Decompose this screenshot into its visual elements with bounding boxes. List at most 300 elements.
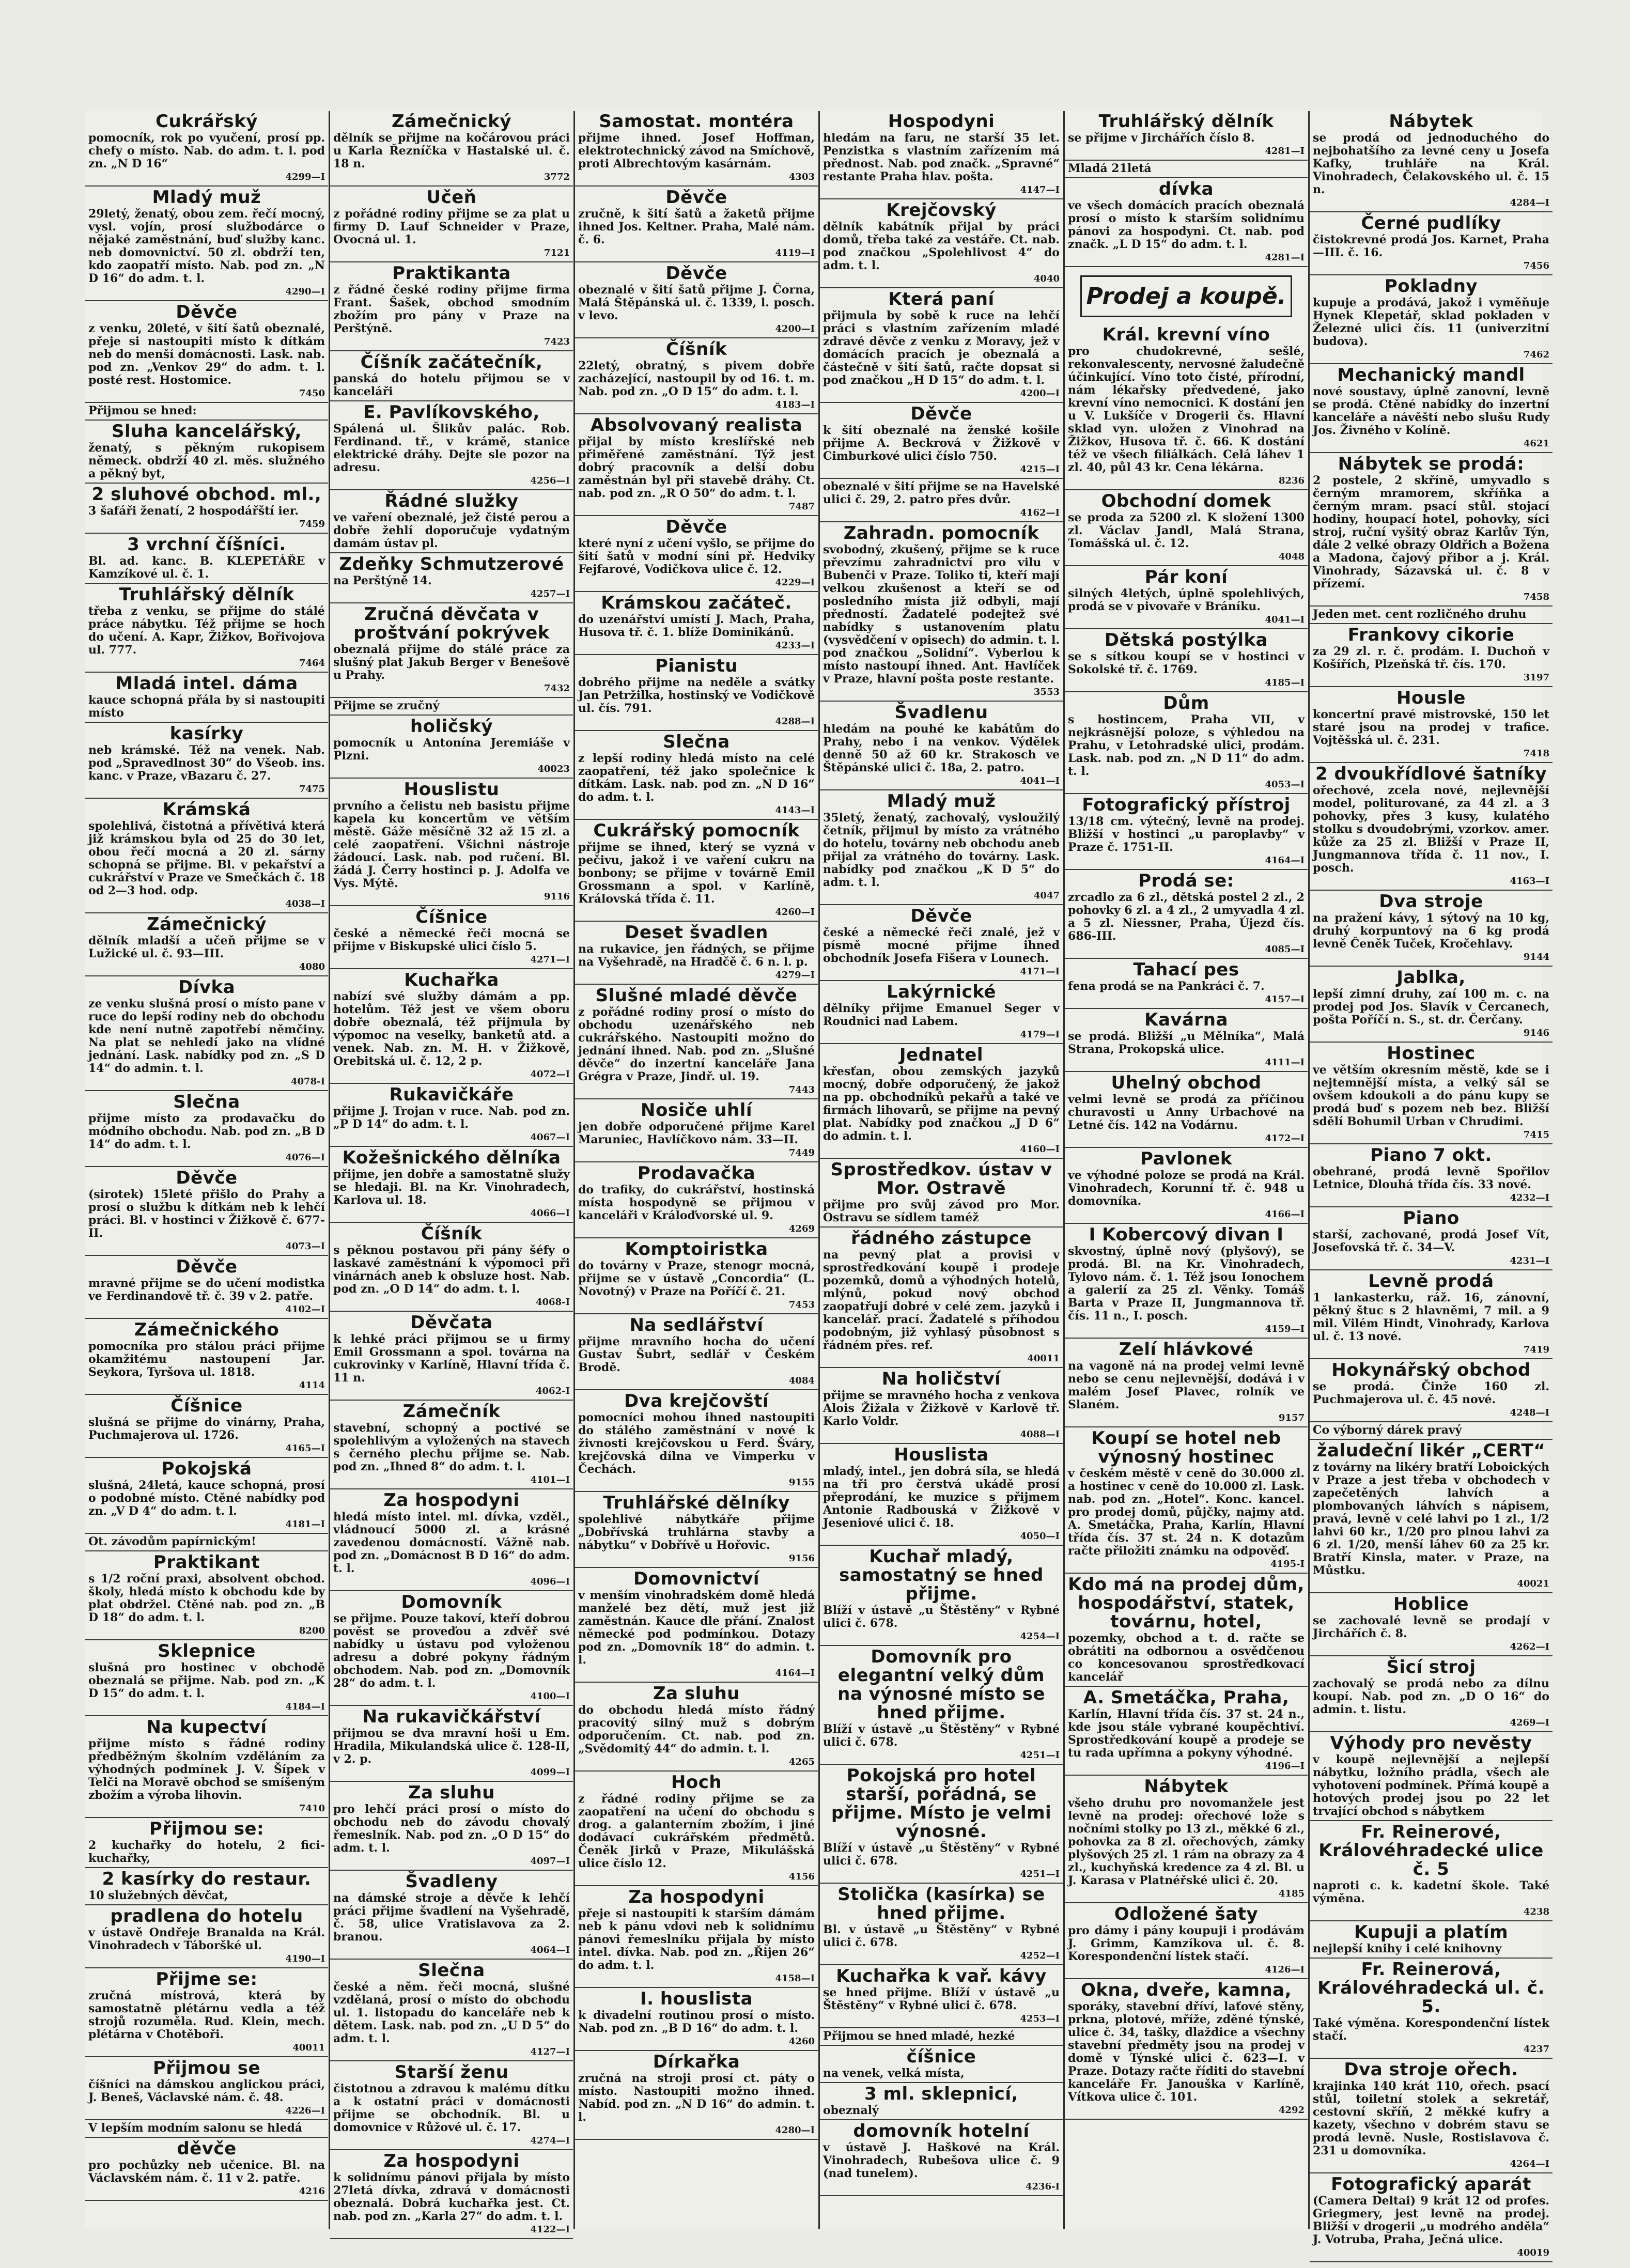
ad-body: spolehlivé nábytkáře přijme „Dobřívská truhlárna stavby a nábytku“ v Dobřívě u Hořovic. [578,1513,815,1552]
classified-ad [85,1396,328,1458]
classified-ad [820,983,1063,1044]
classified-ad [1065,568,1308,629]
ad-code: 7415 [1523,1129,1549,1140]
ad-body: kauce schopná přála by si nastoupiti místo [88,693,325,720]
ad-body: 10 služebných děvčat, [88,1889,228,1902]
ad-code: 4284—I [1510,197,1549,208]
ad-body: zrcadlo za 6 zl., dětská postel 2 zl., 2 pohovky 6 zl. a 4 zl., 2 umyvadla 4 zl. a 5 zl. Niessner, Praha, Újezd čís. 686-III. [1068,891,1305,943]
ad-body: velmi levně se prodá za příčinou churavosti u Anny Urbachové na Letné čís. 142 na Vodárnu. [1068,1093,1305,1132]
classified-ad [575,1392,818,1492]
ad-body: všeho druhu pro novomanžele jest levně na prodej: ořechové lože s nočními stolky po 13 zl., měkké 6 zl., pohovka za 8 zl. ořechových, zámky plyšových 25 zl. 1 rám na obrazy za 4 zl., kuchyňská kredence za 4 zl. Bl. u J. Karasa v Platnéřské ulici č. 20. [1068,1796,1305,1887]
ad-body: zručně, k šití šatů a žaketů přijme ihned Jos. Keltner. Praha, Malé nám. č. 6. [578,207,815,246]
ad-code: 4099—I [530,1767,570,1778]
ad-heading: Dírkařka [653,2052,740,2072]
ad-code: 4254—I [1020,1631,1060,1642]
classified-ad [330,264,573,351]
ad-heading: Praktikanta [392,263,511,284]
ad-code: 4288—I [775,716,815,727]
ad-code: 4226—I [285,2105,325,2116]
ad-code: 7475 [299,784,325,795]
classified-ad [1065,1225,1308,1339]
ad-heading: řádného zástupce [851,1228,1032,1249]
ad-body: dobrého přijme na neděle a svátky Jan Petržilka, hostinský ve Vodičkově ul. čís. 791. [578,676,815,715]
ad-code: 8200 [299,1625,325,1636]
classified-ad [330,1224,573,1312]
ad-body: přijme místo za prodavačku do módního obchodu. Nab. pod zn. „B D 14“ do adm. t. l. [88,1112,325,1151]
ad-body: 13/18 cm. výtečný, levně na prodej. Bližší v hostinci „u paroplavby“ v Praze č. 1751-II. [1068,815,1305,854]
ad-body: nejlepší knihy i celé knihovny [1313,1942,1502,1955]
classified-ad [85,2139,328,2201]
classified-ad [820,1446,1063,1546]
ad-body: české a německé řeči znalé, jež v písmě mocné přijme ihned obchodník Josefa Fišera v Lounech. [823,926,1060,965]
classified-ad [1310,626,1553,687]
ad-body: na vagoně ná na prodej velmi levně nebo se cenu nejlevnější, dodává i v malém Josef Plavec, rolník ve Slaném. [1068,1359,1305,1411]
ad-code: 4271—I [530,954,570,965]
ad-body: pro pochůzky neb učenice. Bl. na Václavském nám. č. 11 v 2. patře. [88,2158,325,2185]
ad-body: (Camera Deltai) 9 krát 12 od profes. Griegmery, jest levně na prodej. Bližší v drogerii „u modrého anděla“ J. Votruba, Praha, Ječná ulice. [1313,2194,1549,2246]
ad-body: hledá místo intel. ml. dívka, vzděl., vládnoucí 5000 zl. a krásné zavedenou domácností. Vážně nab. pod zn. „Domácnost B D 16“ do adm. t. l. [333,1510,570,1575]
ad-body: obeznalé v šití přijme se na Havelské ulici č. 29, 2. patro přes dvůr. [823,480,1060,506]
classified-ad [330,492,573,553]
ad-code: 4165—I [285,1443,325,1454]
section-banner: Prodej a koupě. [1080,275,1292,317]
ad-heading: Švadlenu [894,702,988,723]
ad-heading: Stolička (kasírka) se hned přijme. [837,1884,1045,1923]
ad-body: Bl. v ústavě „u Štěstěny“ v Rybné ulici č. 678. [823,1923,1060,1949]
classified-ad [575,733,818,820]
ad-heading: Děvčata [410,1312,493,1333]
ad-code: 4281—I [1265,252,1305,263]
classified-ad [330,1593,573,1706]
classified-ad [1310,892,1553,967]
ad-body: pro lehčí práci prosí o místo do obchodu neb do závodu chovalý řemeslník. Nab. pod zn. „O D 15“ do adm. t. l. [333,1803,570,1855]
ad-body: krajinka 140 krát 110, ořech. psací stůl, toiletní stolek a sekretář, cestovní skříň, 2 měkké kufry a kazety, všechno v dobrém stavu se prodá levně. Nusle, Rostislavova č. 231 u domovníka. [1313,2079,1549,2157]
classified-ad [85,1870,328,1905]
classified-ad [1065,1429,1308,1574]
ad-code: 4179—I [1020,1029,1060,1040]
ad-code: 4163—I [1510,876,1549,887]
classified-ad [820,1967,1063,2028]
ad-heading: Pokojská [161,1458,252,1479]
ad-code: 4080 [299,961,325,972]
classified-ad [1310,968,1553,1043]
ad-body: dělník kabátník přijal by práci domů, třeba také za vestáře. Ct. nab. pod značkou „Spolehlivost 4“ do adm. t. l. [823,220,1060,272]
ad-code: 4290—I [285,286,325,297]
ad-body: lepší zimní druhy, zaí 100 m. c. na prodej pod Jos. Slavík v Čercanech, pošta Poříčí n. S., st. dr. Čerčany. [1313,987,1549,1027]
classified-ad [330,908,573,969]
ad-code: 4184—I [285,1701,325,1712]
classified-ad [820,1160,1063,1228]
ad-body: 29letý, ženatý, obou zem. řečí mocný, vysl. vojín, prosí službodárce o nějaké zaměstnání, buď služby kanc. neb domovnictví. 50 zl. obdrží ten, kdo zaopatří místo. Nab. pod zn. „N D 16“ do adm. t. l. [88,207,325,285]
ad-code: 4185 [1278,1888,1305,1899]
ad-code: 4101—I [530,1474,570,1485]
ad-body: obeznalá přijme do stálé práce za slušný plat Jakub Berger v Benešově u Prahy. [333,643,570,682]
ad-code: 7456 [1523,260,1549,271]
ad-heading: Zámečnický [391,111,512,132]
ad-heading: Hoch [671,1772,722,1793]
ad-code: 4111—I [1265,1057,1305,1068]
classified-ad [820,2047,1063,2083]
ad-heading: Hoblice [1393,1594,1469,1614]
ad-body: do továrny v Praze, stenogr mocná, přijme se v ústavě „Concordia“ (L. Novotný) v Praze na Poříčí č. 21. [578,1259,815,1298]
ad-body: přijal by místo kreslířské neb přiměřené zaměstnání. Týž jest dobrý pracovník a delší dobu zaměstnán byl při stavebě dráhy. Ct. nab. pod zn. „R O 50“ do adm. t. l. [578,435,815,500]
ad-heading: Šicí stroj [1386,1657,1476,1677]
classified-ad [85,978,328,1091]
classified-ad [1310,765,1553,891]
ad-heading: 3 ml. sklepnicí, [864,2084,1018,2104]
ad-body: kupuje a prodává, jakož i vyměňuje Hynek Klepetář, sklad pokladen v Železné ulici čís. 11 (univerzitní budova). [1313,296,1549,348]
ad-body: za 29 zl. r. č. prodám. I. Duchoň v Košířích, Plzeňská tř. čís. 170. [1313,645,1549,671]
classified-ad [1310,1960,1553,2059]
ad-heading: Cukrářský pomocník [593,820,800,841]
ad-body: ženatý, s pěkným rukopisem německ. obdrží 40 zl. měs. služného a pěkný byt, [88,441,325,480]
ad-heading: Nábytek [1144,1776,1229,1797]
ad-body: křesťan, obou zemských jazyků mocný, dobře odporučený, že jakož na pp. obchodníků pekařů a také ve firmách lihovarů, se přijme na pevný plat. Nabídky pod značkou „J D 6“ do admin. t. l. [823,1065,1060,1143]
classified-ad [575,594,818,655]
ad-code: 9144 [1523,952,1549,962]
ad-body: pozemky, obchod a t. d. račte se obrátiti na odbornou a osvědčenou co koncesovanou sprostředkovací kancelář [1068,1632,1305,1684]
ad-body: přijmou se dva mravní hoši u Em. Hradila, Mikulandská ulice č. 128-II, v 2. p. [333,1727,570,1766]
classified-ad [575,923,818,985]
ad-code: 4216 [299,2186,325,2197]
classified-ad [1065,1340,1308,1427]
classified-ad [85,535,328,584]
ad-heading: Kuchař mladý, samostatný se hned přijme. [839,1546,1044,1604]
ad-heading: Král. krevní víno [1102,324,1270,345]
ad-heading: Tahací pes [1133,959,1239,980]
ad-body: svobodný, zkušený, přijme se k ruce převzímu zahradnictví pro vilu v Bubenči v Praze. Toliko ti, kteří mají velkou zkušenost a kteří se od posledního místa již odbyli, mají předností. Žadatelé podejtež své nabídky s ustanovením platu (vysvědčení v opisech) do admin. t. l. pod značkou „Solidní“. Vyberlou k místo nastoupí ihned. Ant. Havlíček v Praze, hlavní pošta poste restante. [823,543,1060,686]
ad-body: v menším vinohradském domě hledá manželé bez dětí, muž jest již zaměstnán. Kauce dle přání. Znalost německé pod podmínkou. Dotazy pod zn. „Domovník 18“ do admin. t. l. [578,1589,815,1667]
ad-body: Jeden met. cent rozličného druhu [1313,608,1527,621]
classified-ad [575,1684,818,1772]
ad-code: 4100—I [530,1691,570,1702]
ad-body: ve výhodné poloze se prodá na Král. Vinohradech, Korunní tř. č. 948 u domovníka. [1068,1169,1305,1208]
ad-code: 9146 [1523,1028,1549,1038]
ad-body: hledám na faru, ne starší 35 let. Penzistka s vlastním zařízením má přednost. Nab. pod značk. „Spravné“ restante Praha hlav. pošta. [823,131,1060,183]
ad-code: 7449 [788,1147,815,1158]
ad-body: starší, zachované, prodá Josef Vít, Josefovská tř. č. 34—V. [1313,1228,1549,1254]
ad-code: 4114 [299,1380,325,1391]
ad-heading: Obchodní domek [1101,491,1271,511]
ad-code: 4274—I [530,2135,570,2146]
ad-body: 1 lankasterku, ráž. 16, zánovní, pěkný štuc s 2 hlavněmi, 7 mil. a 9 mil. Vilém Hindt, Vinohrady, Karlova ul. č. 13 nové. [1313,1291,1549,1343]
ad-body: se prodá od jednoduchého do nejbohatšího za levné ceny u Josefa Kafky, truhláře na Král. Vinohradech, Čelakovského ul. č. 15 n. [1313,131,1549,196]
ad-code: 4260—I [775,907,815,918]
classified-ad [575,1164,818,1238]
ad-heading: Nábytek [1389,111,1473,132]
classified-ad [1310,455,1553,607]
ad-heading: Deset švadlen [625,922,768,943]
ad-body: ořechové, zcela nové, nejlevnější model, politurované, za 44 zl. a 3 pohovky, přes 3 kusy, kulatého stolku s dvoudobrými, vzorkov. amer. kůže za 25 zl. Bližší v Praze II, Jungmannova třída č. 11 nov., I. posch. [1313,784,1549,875]
ad-body: na rukavice, jen řádných, se přijme na Vyšehradě, na Hradčě č. 6 n. l. p. [578,942,815,969]
ad-heading: Zámečník [402,1401,501,1422]
ad-code: 4232—I [1510,1192,1549,1203]
ad-body: přijme pro svůj závod pro Mor. Ostravu se sídlem taméž [823,1198,1060,1224]
classified-ad [1065,1777,1308,1903]
classified-ad [575,821,818,922]
classified-ad [1310,1424,1553,1440]
ad-body: které nyní z učení vyšlo, se přijme do šití šatů v modní síni př. Hedviky Fejfarové, Vodičkova ulice č. 12. [578,537,815,576]
ad-body: prvního a čelistu neb basistu přijme kapela ku koncertům ve větším městě. Gáže měsíčně 32 až 15 zl. a celé zaopatření. Všichni nástroje žádoucí. Lask. nab. pod ručení. Bl. žádá J. Čerry hostinci p. J. Adolfa ve Vys. Mýtě. [333,799,570,890]
classified-ad [575,518,818,592]
ad-body: české a něm. řeči mocná, slušné vzdělaná, prosí o místo do obchodu ul. 1. listopadu do kanceláře neb k dětem. Lask. nab. pod zn. „U D 5“ do adm. t. l. [333,1980,570,2045]
classified-ad [85,422,328,484]
ad-code: 7464 [299,658,325,669]
classified-ad [1310,112,1553,212]
ad-heading: Slušné mladé děvče [595,985,798,1006]
ad-heading: Rukavičkáře [389,1084,514,1105]
ad-heading: Přijme se: [156,1969,258,1990]
classified-ad [85,1907,328,1968]
ad-code: 9157 [1278,1412,1305,1423]
ad-body: Blíží v ústavě „u Štěstěny“ v Rybné ulici č. 678. [823,1841,1060,1868]
classified-ad [820,1648,1063,1765]
ad-body: ve všech domácích pracích obeznalá prosí o místo k starším solidnímu pánovi za hospodyni. Ct. nab. pod značk. „L D 15“ do adm. t. l. [1068,199,1305,251]
ad-code: 4119—I [775,247,815,258]
ad-code: 40019 [1517,2247,1549,2258]
ad-body: slušná se přijme do vinárny, Praha, Puchmajerova ul. 1726. [88,1416,325,1442]
ad-heading: děvče [177,2138,237,2159]
classified-ad [575,1494,818,1568]
classified-ad [575,1316,818,1390]
ad-body: obeznalé v šití šatů přijme J. Čorna, Malá Štěpánská ul. č. 1339, l. posch. v levo. [578,283,815,322]
ad-heading: Slečna [663,732,730,752]
ad-body: přijme ihned. Josef Hoffman, elektrotechnický závod na Smíchově, proti Albrechtovým kasárnám. [578,131,815,170]
classified-ad [575,1240,818,1314]
ad-code: 4050—I [1020,1531,1060,1542]
ad-heading: Prodavačka [637,1163,756,1184]
classified-ad [1310,1209,1553,1270]
ad-body: čistokrevné prodá Jos. Karnet, Praha—III. č. 16. [1313,233,1549,259]
ad-code: 4231—I [1510,1255,1549,1266]
ad-body: české a německé řeči mocná se přijme v Biskupské ulici číslo 5. [333,927,570,953]
ad-heading: Starší ženu [394,2062,509,2083]
ad-code: 40021 [1517,1578,1549,1589]
ad-heading: Děvče [176,1256,238,1277]
ad-heading: Zelí hlávkové [1119,1339,1254,1360]
ad-heading: Mladá intel. dáma [115,673,298,694]
ad-body: na Perštýně 14. [333,574,432,587]
classified-ad [1065,112,1308,161]
classified-ad [575,112,818,187]
classified-ad [820,792,1063,905]
ad-code: 4621 [1523,438,1549,449]
ad-code: 7443 [788,1084,815,1095]
ad-heading: Kuchařka k vař. kávy [836,1966,1047,1986]
ad-heading: Kavárna [1144,1009,1228,1030]
classified-ad [330,403,573,490]
ad-code: 4157—I [1265,994,1305,1005]
ad-code: 7410 [299,1803,325,1814]
ad-body: ze venku slušná prosí o místo pane v ruce do lepší rodiny neb do obchodu kde není nutně zapotřebí němčiny. Na plat se nehledí jako na vlídné jednání. Lask. nabídky pod zn. „S D 14“ do admin. t. l. [88,997,325,1075]
ad-body: čistotnou a zdravou k malému dítku a k ostatní práci v domácnosti přijme se obchodník. Bl. u domovnice v Růžové ul. č. 17. [333,2082,570,2134]
ad-body: Přijmou se hned mladé, hezké [823,2029,1015,2043]
ad-code: 4248—I [1510,1407,1549,1418]
ad-body: do trafiky, do cukrářství, hostinská místa hospodyně se přijmou v kanceláři v Králoďvorské ul. 9. [578,1183,815,1222]
ad-body: 2 kuchařky do hotelu, 2 fici-kuchařky, [88,1839,325,1865]
ad-code: 3197 [1523,672,1549,683]
ad-heading: Dívka [178,977,236,998]
ad-code: 4053—I [1265,779,1305,790]
ad-heading: Prodá se: [1138,871,1234,891]
classified-ad [820,907,1063,981]
ad-code: 4048 [1278,551,1305,562]
ad-code: 4066—I [530,1208,570,1219]
classified-ad [1310,1734,1553,1821]
ad-body: obehrané, prodá levně Spořilov Letnice, Dlouhá třída čís. 33 nové. [1313,1165,1549,1191]
ad-code: 7432 [544,683,570,694]
ad-body: hledám na pouhé ke kabátům do Prahy, nebo i na venkov. Výdělek denně 50 až 60 kr. Strakosch ve Štěpánské ulici č. 18a, 2. patro. [823,722,1060,774]
ad-body: jen dobře odporučené přijme Karel Maruniec, Havlíčkovo nám. 33—II. [578,1120,815,1146]
column-2 [330,111,573,2235]
ad-code: 4190—I [285,1953,325,1964]
ad-code: 4067—I [530,1132,570,1143]
ad-code: 4200—I [1020,388,1060,399]
ad-body: se přijme v Jirchářích číslo 8. [1068,131,1255,145]
ad-body: naproti c. k. kadetní škole. Také výměna. [1313,1879,1549,1905]
ad-heading: Nosiče uhlí [641,1100,752,1121]
ad-body: se zachovalé levně se prodají v Jirchářích č. 8. [1313,1614,1549,1640]
ad-heading: Krámskou začáteč. [601,593,792,613]
ad-body: Přijmou se hned: [88,404,197,417]
ad-body: se s sítkou koupí se v hostinci v Sokolské tř. č. 1769. [1068,650,1305,676]
ad-heading: Za hospodyni [383,1490,520,1511]
ad-body: k divadelní routinou prosí o místo. Nab. pod zn. „B D 16“ do adm. t. l. [578,2009,815,2035]
classified-ad [85,1820,328,1868]
ad-heading: Výhody pro nevěsty [1330,1733,1532,1753]
classified-ad [1310,1272,1553,1359]
ad-code: 4257—I [530,588,570,599]
ad-heading: Lakýrnické [887,982,996,1002]
classified-ad [1065,1011,1308,1072]
classified-ad [330,971,573,1084]
ad-body: silných 4letých, úplně spolehlivých, prodá se v pivovaře v Bráníku. [1068,587,1305,613]
ad-heading: Hokynářský obchod [1331,1360,1531,1380]
ad-heading: číšnice [906,2046,976,2067]
ad-heading: Děvče [665,263,727,284]
ad-heading: Truhlářský dělník [1098,111,1274,132]
ad-body: 35letý, ženatý, zachovalý, vysloužilý četník, přijmul by místo za vrátného do hotelu, továrny neb obchodu aneb přijal za vrátného do továrny. Lask. nabídky pod značkou „K D 5“ do adm. t. l. [823,811,1060,889]
classified-ad [85,1970,328,2057]
ad-heading: 2 kasírky do restaur. [102,1869,312,1889]
classified-ad [1310,366,1553,453]
classified-ad [1310,1923,1553,1959]
ad-code: 7459 [299,519,325,530]
classified-ad [330,188,573,262]
ad-body: na pražení kávy, 1 sýtový na 10 kg, druhý korpuntový na 6 kg prodá levně Čeněk Tuček, Kročehlavy. [1313,911,1549,951]
ad-body: pomocníci mohou ihned nastoupiti do stálého zaměstnání v nové k živnosti krejčovskou u Ferd. Šváry, krejčovská dílna ve Vimperku v Čechách. [578,1411,815,1476]
ad-heading: Odložené šaty [1114,1904,1259,1924]
ad-body: obeznalý [823,2104,879,2117]
ad-heading: Kuchařka [404,970,499,990]
ad-body: mladý, intel., jen dobrá síla, se hledá na tři pro čerstvá ukádě prosí přeprodání, ke muzice s přijmem Antonie Radbouská v Žižkově v Jeseniové ulici č. 18. [823,1465,1060,1530]
ad-heading: kasírky [169,723,244,744]
ad-code: 4265 [788,1757,815,1767]
ad-code: 4264—I [1510,2158,1549,2169]
ad-body: s hostincem, Praha VII, v nejkrásnější poloze, s výhledou na Prahu, v Letohradské ulici, prodám. Lask. nab. pod zn. „N D 11“ do adm. t. l. [1068,713,1305,778]
ad-body: pomocník, rok po vyučení, prosí pp. chefy o místo. Nab. do adm. t. l. pod zn. „N D 16“ [88,131,325,170]
classified-ad [1310,608,1553,624]
ad-body: slušná pro hostinec v obchodě obeznalá se přijme. Nab. pod zn. „K D 15“ do adm. t. l. [88,1661,325,1700]
ad-code: 4097—I [530,1856,570,1867]
ad-body: přijme J. Trojan v ruce. Nab. pod zn. „P D 14“ do adm. t. l. [333,1105,570,1131]
ad-body: s pěknou postavou při pány šéfy o laskavé zaměstnání k výpomoci při vinárnách aneb k obsluze host. Nab. pod zn. „O D 14“ do adm. t. l. [333,1244,570,1296]
classified-ad [330,1872,573,1960]
ad-body: v ústavě Ondřeje Branalda na Král. Vinohradech v Táboršké ul. [88,1926,325,1952]
ad-body: v koupě nejlevnější a nejlepší nábytku, ložního prádla, všech ale vyhotovení podmínek. Přímá koupě a hotových prodej jsou po 22 let trvající obchod s nábytkem [1313,1753,1549,1818]
classified-ad [575,1773,818,1886]
classified-ad [330,2063,573,2150]
ad-code: 4279—I [775,970,815,981]
ad-heading: Na sedlářství [629,1315,764,1335]
ad-heading: 2 dvoukřídlové šatníky [1315,764,1547,784]
classified-ad [85,800,328,913]
classified-ad [575,188,818,262]
ad-heading: Frankovy cikorie [1347,625,1515,645]
ad-code: 4252—I [1020,1950,1060,1961]
ad-heading: Mladý muž [152,187,261,208]
ad-code: 4260 [788,2036,815,2047]
classified-ad [330,112,573,187]
ad-heading: Číšnice [415,907,488,927]
ad-heading: Mechanický mandl [1337,365,1525,385]
ad-body: ve větším okresním městě, kde se i nejtemnější místa, a velký sál se ovšem kdoukoli a do pánu kupy se prodá buď s pozem neb bez. Bližší sdělí Bohumil Urban v Chrudimi. [1313,1063,1549,1128]
ad-body: ve vaření obeznalé, jež čisté perou a dobře žehlí doporučuje vydatným damám ústav pl. [333,511,570,550]
ad-heading: Na rukavičkářství [362,1706,541,1727]
classified-ad [330,1707,573,1782]
ad-body: se hned přijme. Blíží v ústavě „u Štěstěny“ v Rybné ulici č. 678. [823,1986,1060,2012]
classified-ad [330,605,573,698]
classified-ad [820,290,1063,403]
classified-ad [575,657,818,731]
ad-body: stavební, schopný a poctivé se spolehlivým a vyložených na stavech s černého plechu přijme se. Nab. pod zn. „Ihned 8“ do adm. t. l. [333,1421,570,1473]
ad-body: 3 šafáři ženatí, 2 hospodářští ier. [88,504,299,518]
ad-code: 4162—I [1020,507,1060,518]
classified-ad [575,1101,818,1162]
ad-body: Také výměna. Korespondenční lístek stačí. [1313,2016,1549,2043]
ad-heading: Truhlářské dělníky [603,1493,790,1513]
ad-body: pro dámy i pány koupuji i prodávám J. Grimm, Kamzíkova ul. č. 8. Korespondenční lístek stačí. [1068,1924,1305,1963]
ad-heading: Piano [1403,1208,1460,1229]
ad-body: v ústavě J. Haškové na Král. Vinohradech, Rubešova ulice č. 9 (nad tunelem). [823,2141,1060,2180]
ad-heading: E. Pavlíkovského, [363,402,540,423]
ad-code: 4299—I [285,172,325,182]
ad-body: přijme místo s řádné rodiny předběžným školním vzděláním za výhodných podmínek J. V. Šípek v Telči na Moravě obchod se smíšeným zbožím a výroba lihovin. [88,1737,325,1802]
ad-heading: Jablka, [1396,967,1466,988]
ad-heading: Kožešnického dělníka [342,1147,561,1168]
classified-ad [85,2122,328,2138]
classified-ad [820,201,1063,288]
ad-code: 4256—I [530,475,570,486]
ad-body: zručná na stroji prosí ct. páty o místo. Nastoupiti možno ihned. Nabíd. pod zn. „N D 16“ do admin. t. l. [578,2072,815,2124]
ad-body: slušná, 24letá, kauce schopná, prosí o podobné místo. Ctěné nabídky pod zn. „V D 4“ do adm. t. l. [88,1479,325,1518]
ad-heading: Praktikant [153,1552,260,1573]
ad-code: 4126—I [1265,1964,1305,1975]
ad-heading: Jednatel [899,1045,984,1065]
classified-ad [820,1885,1063,1965]
classified-ad [1310,1361,1553,1422]
ad-body: z pořádné rodiny prosí o místo do obchodu uzenářského neb cukrářského. Nastoupiti možno do jednání ihned. Nab. pod zn. „Slušné děvče“ do inzertní kanceláře Jana Grégra v Praze, Jindř. ul. 19. [578,1005,815,1083]
classified-ad [1065,492,1308,566]
ad-heading: Pianistu [655,656,738,676]
ad-body: pro chudokrevné, sešlé, rekonvalescenty, nervosné žaludečně účinkující. Víno toto čisté, přírodní, nám lékařsky předvedené, jako krevní víno nemocnici. K dostání jen u V. Lukšíče v Drogerii čs. Hlavní sklad vyn. uložen z Vinohrad na Žižkov, Husova tř. č. 66. K dostání též ve všech filiálkách. Celá láhev 1 zl. 40, půl 43 kr. Cena lékárna. [1068,345,1305,474]
classified-ad [330,1148,573,1223]
ad-body: pomocníka pro stálou práci přijme okamžitému nastoupení Jar. Seykora, Tyršova ul. 1818. [88,1340,325,1379]
ad-body: panská do hotelu přijmou se v kanceláři [333,372,570,398]
ad-heading: Za sluhu [653,1683,740,1704]
ad-body: z venku, 20leté, v šití šatů obeznalé, přeje si nastoupiti místo k dítkám neb do menší domácnosti. Lask. nab. pod zn. „Venkov 29“ do adm. t. l. posté rest. Hostomice. [88,322,325,387]
ad-body: sporáky, stavební dříví, laťové stěny, prkna, plotové, mříže, zděné týnské, ulice č. 34, tašky, dlaždice a všechny stavební předměty jsou na prodej v domě v Týnské ulici č. 623—I. v Praze. Dotazy račte říditi do stavební kanceláře Fr. Janouška v Karlíně, Vítkova ulice č. 101. [1068,2000,1305,2104]
